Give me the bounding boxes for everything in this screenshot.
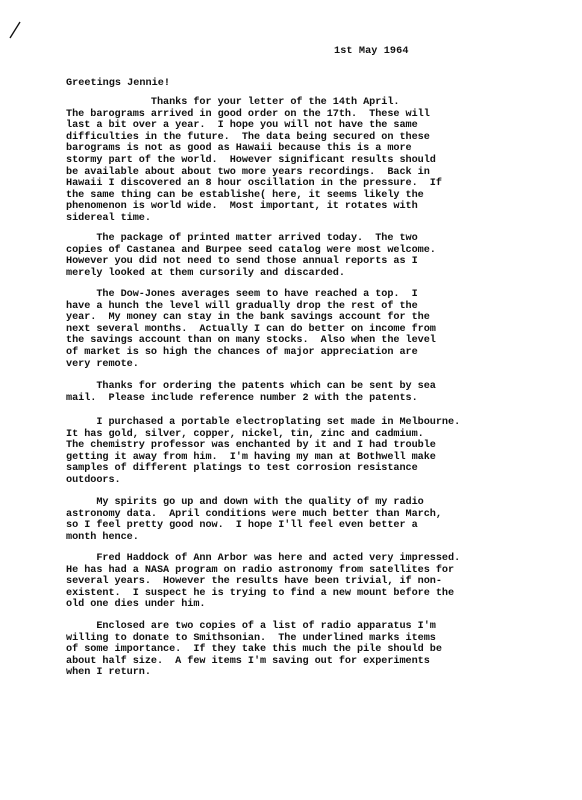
paragraph-barograms bbox=[66, 97, 582, 225]
text-line: The Dow-Jones averages seem to have reached a top. I bbox=[66, 289, 418, 300]
text-line: barograms is not as good as Hawaii because this is a more bbox=[66, 143, 412, 155]
letter-salutation: Greetings Jennie! bbox=[66, 78, 170, 89]
paragraph-electroplating bbox=[66, 417, 582, 487]
text-line: the same thing can be establishe( here, it seems likely the bbox=[66, 189, 424, 201]
text-line: The package of printed matter arrived today. The two bbox=[66, 233, 418, 244]
paragraph-enclosed-list bbox=[66, 621, 582, 679]
paragraph-radio-astronomy bbox=[66, 497, 582, 543]
text-line: outdoors. bbox=[66, 474, 121, 486]
text-line: be available about about two more years recordings. Back in bbox=[66, 166, 430, 178]
text-line: My spirits go up and down with the quality of my radio bbox=[66, 497, 424, 508]
text-line: merely looked at them cursorily and discarded. bbox=[66, 267, 345, 279]
text-line: when I return. bbox=[66, 667, 151, 679]
text-line: Fred Haddock of Ann Arbor was here and acted very impressed. bbox=[66, 553, 461, 564]
text-line: sidereal time. bbox=[66, 212, 151, 224]
text-line: He has had a NASA program on radio astronomy from satellites for bbox=[66, 564, 455, 576]
text-line: month hence. bbox=[66, 531, 139, 543]
text-line: samples of different platings to test corrosion resistance bbox=[66, 463, 418, 475]
text-line: the savings account than on many stocks. Also when the level bbox=[66, 335, 436, 347]
text-line: Thanks for your letter of the 14th April. bbox=[66, 97, 400, 108]
text-line: getting it away from him. I'm having my man at Bothwell make bbox=[66, 451, 436, 463]
pen-stroke-mark bbox=[6, 14, 34, 42]
paragraph-patents bbox=[66, 381, 582, 404]
text-line: Thanks for ordering the patents which can be sent by sea bbox=[66, 381, 436, 392]
text-line: phenomenon is world wide. Most important, it rotates with bbox=[66, 201, 418, 213]
text-line: However you did not need to send those annual reports as I bbox=[66, 256, 418, 268]
text-line: so I feel pretty good now. I hope I'll feel even better a bbox=[66, 520, 418, 532]
text-line: It has gold, silver, copper, nickel, tin, zinc and cadmium. bbox=[66, 428, 424, 440]
text-line: old one dies under him. bbox=[66, 599, 206, 611]
text-line: astronomy data. April conditions were much better than March, bbox=[66, 508, 442, 520]
paragraph-printed-matter bbox=[66, 233, 582, 279]
text-line: stormy part of the world. However significant results should bbox=[66, 154, 436, 166]
text-line: about half size. A few items I'm saving out for experiments bbox=[66, 655, 430, 667]
text-line: Enclosed are two copies of a list of radio apparatus I'm bbox=[66, 621, 436, 632]
text-line: The barograms arrived in good order on the 17th. These will bbox=[66, 108, 430, 120]
text-line: Hawaii I discovered an 8 hour oscillation in the pressure. If bbox=[66, 178, 442, 190]
paragraph-dow-jones bbox=[66, 289, 582, 370]
text-line: last a bit over a year. I hope you will not have the same bbox=[66, 120, 418, 132]
text-line: The chemistry professor was enchanted by it and I had trouble bbox=[66, 440, 436, 452]
text-line: of some importance. If they take this much the pile should be bbox=[66, 644, 442, 656]
text-line: next several months. Actually I can do better on income from bbox=[66, 323, 436, 335]
paragraph-fred-haddock bbox=[66, 553, 582, 611]
text-line: difficulties in the future. The data being secured on these bbox=[66, 131, 430, 143]
text-line: very remote. bbox=[66, 358, 139, 370]
text-line: copies of Castanea and Burpee seed catalog were most welcome. bbox=[66, 244, 436, 256]
letter-date: 1st May 1964 bbox=[334, 46, 409, 57]
text-line: of market is so high the chances of major appreciation are bbox=[66, 346, 418, 358]
text-line: year. My money can stay in the bank savings account for the bbox=[66, 312, 430, 324]
text-line: several years. However the results have been trivial, if non- bbox=[66, 576, 442, 588]
text-line: mail. Please include reference number 2 with the patents. bbox=[66, 392, 418, 404]
text-line: existent. I suspect he is trying to find a new mount before the bbox=[66, 587, 455, 599]
text-line: have a hunch the level will gradually drop the rest of the bbox=[66, 300, 418, 312]
text-line: willing to donate to Smithsonian. The underlined marks items bbox=[66, 632, 436, 644]
text-line: I purchased a portable electroplating set made in Melbourne. bbox=[66, 417, 461, 428]
